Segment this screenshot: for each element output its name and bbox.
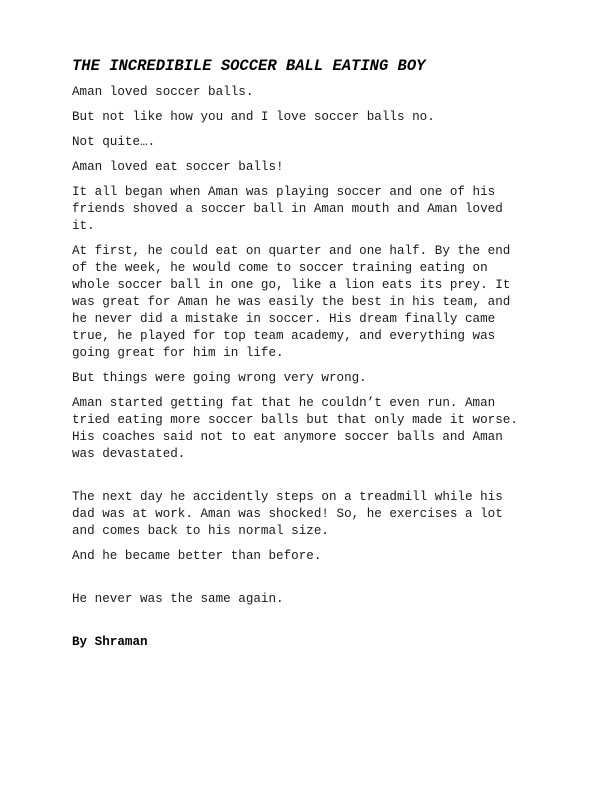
paragraph-4: Aman loved eat soccer balls! (72, 160, 284, 174)
paragraph-10: And he became better than before. (72, 549, 322, 563)
author-byline: By Shraman (72, 635, 148, 649)
document-page (72, 56, 542, 651)
paragraph-11: He never was the same again. (72, 592, 284, 606)
paragraph-8: Aman started getting fat that he couldn’t even run. Aman tried eating more soccer balls but that only made it worse. His coaches said not to eat anymore soccer balls and Aman was devastated. (72, 396, 518, 461)
paragraph-9: The next day he accidently steps on a treadmill while his dad was at work. Aman was shocked! So, he exercises a lot and comes back to his normal size. (72, 490, 503, 538)
paragraph-5: It all began when Aman was playing soccer and one of his friends shoved a soccer ball in Aman mouth and Aman loved it. (72, 185, 503, 233)
paragraph-6: At first, he could eat on quarter and one half. By the end of the week, he would come to soccer training eating on whole soccer ball in one go, like a lion eats its prey. It was great for Aman he was easily the best in his team, and he never did a mistake in soccer. His dream finally came true, he played for top team academy, and everything was going great for him in life. (72, 244, 511, 360)
paragraph-2: But not like how you and I love soccer balls no. (72, 110, 435, 124)
paragraph-7: But things were going wrong very wrong. (72, 371, 367, 385)
story-title: THE INCREDIBILE SOCCER BALL EATING BOY (72, 57, 426, 75)
paragraph-3: Not quite…. (72, 135, 156, 149)
paragraph-1: Aman loved soccer balls. (72, 85, 254, 99)
